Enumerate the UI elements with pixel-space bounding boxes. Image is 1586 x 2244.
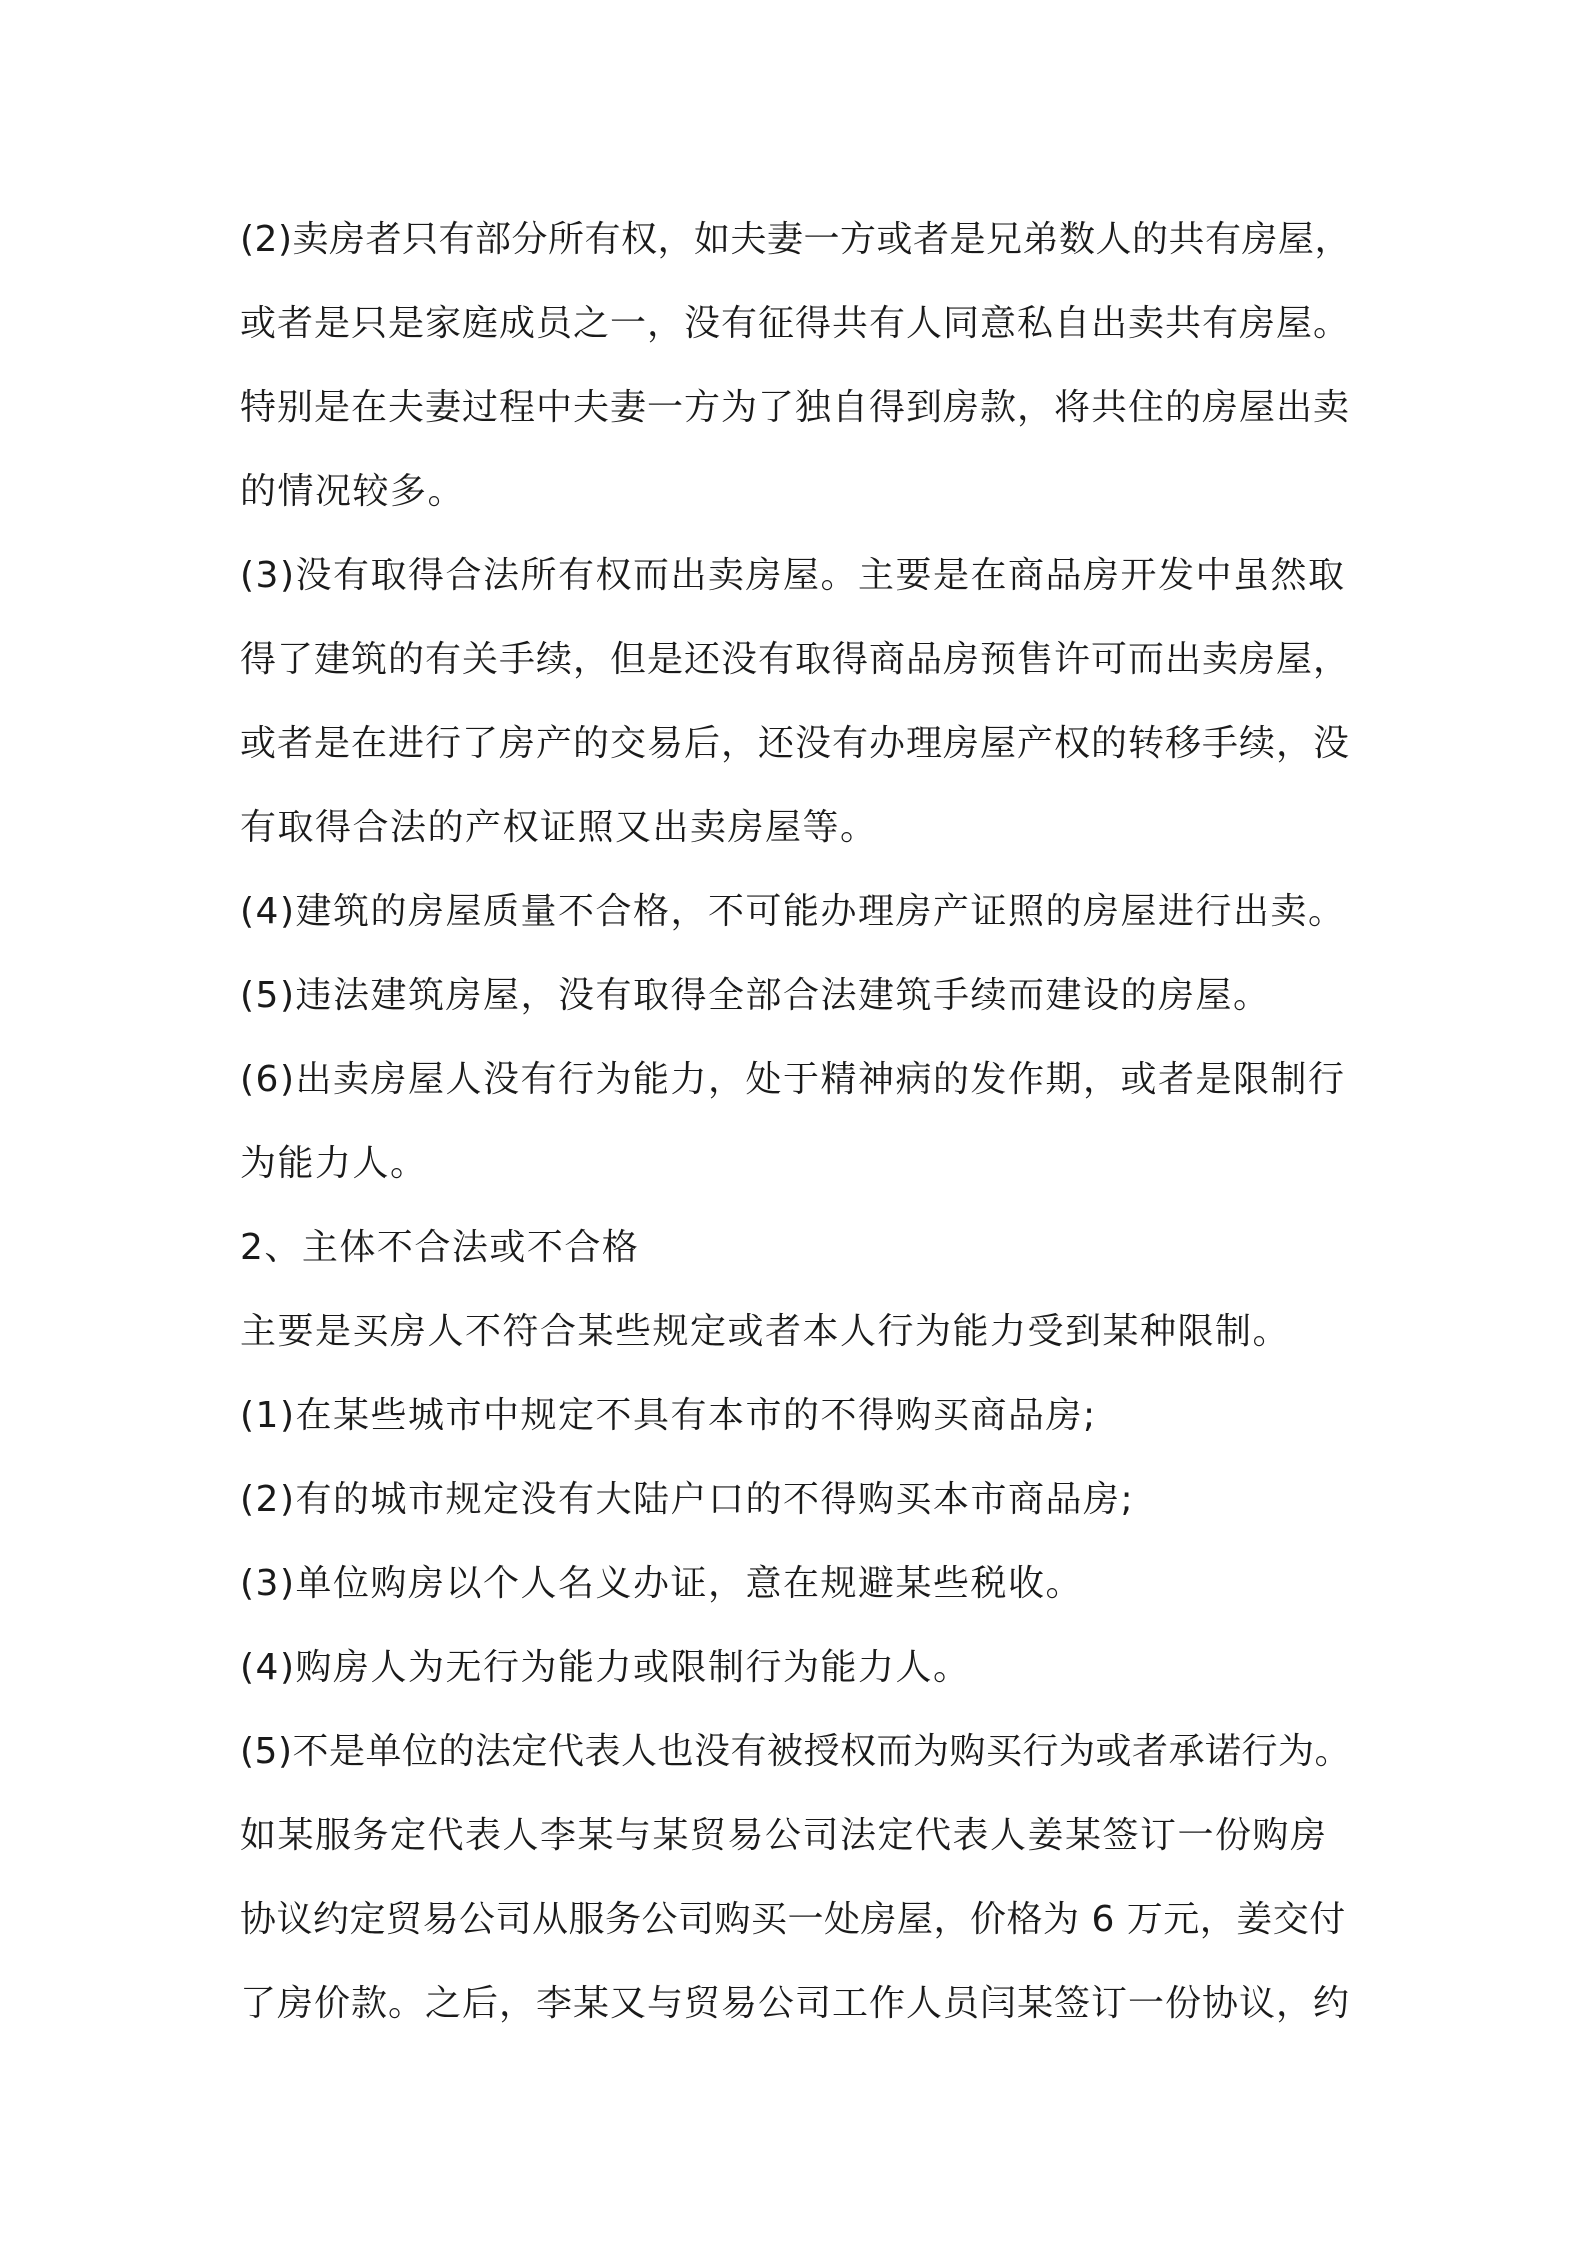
text-line: 或者是只是家庭成员之一，没有征得共有人同意私自出卖共有房屋。 <box>240 303 1351 344</box>
text-line: (6)出卖房屋人没有行为能力，处于精神病的发作期，或者是限制行 <box>240 1059 1346 1100</box>
text-line: 得了建筑的有关手续，但是还没有取得商品房预售许可而出卖房屋， <box>240 639 1351 680</box>
text-line: 主要是买房人不符合某些规定或者本人行为能力受到某种限制。 <box>240 1311 1291 1352</box>
text-line: 为能力人。 <box>240 1143 428 1184</box>
text-line: (4)购房人为无行为能力或限制行为能力人。 <box>240 1647 971 1688</box>
text-line: 协议约定贸易公司从服务公司购买一处房屋，价格为 6 万元，姜交付 <box>240 1899 1346 1940</box>
text-line: 的情况较多。 <box>240 471 466 512</box>
text-line: (5)不是单位的法定代表人也没有被授权而为购买行为或者承诺行为。 <box>240 1731 1351 1772</box>
section-heading: 2、主体不合法或不合格 <box>240 1227 640 1268</box>
text-line: (3)单位购房以个人名义办证，意在规避某些税收。 <box>240 1563 1083 1604</box>
text-line: 特别是在夫妻过程中夫妻一方为了独自得到房款，将共住的房屋出卖 <box>240 387 1351 428</box>
text-line: (3)没有取得合法所有权而出卖房屋。主要是在商品房开发中虽然取 <box>240 555 1346 596</box>
text-line: (2)有的城市规定没有大陆户口的不得购买本市商品房; <box>240 1479 1135 1520</box>
text-line: (1)在某些城市中规定不具有本市的不得购买商品房; <box>240 1395 1097 1436</box>
text-line: 如某服务定代表人李某与某贸易公司法定代表人姜某签订一份购房 <box>240 1815 1328 1856</box>
text-line: (5)违法建筑房屋，没有取得全部合法建筑手续而建设的房屋。 <box>240 975 1271 1016</box>
text-line: 或者是在进行了房产的交易后，还没有办理房屋产权的转移手续，没 <box>240 723 1351 764</box>
document-body <box>240 198 1360 2046</box>
text-line: (4)建筑的房屋质量不合格，不可能办理房产证照的房屋进行出卖。 <box>240 891 1346 932</box>
text-line: 了房价款。之后，李某又与贸易公司工作人员闫某签订一份协议，约 <box>240 1983 1351 2024</box>
text-line: (2)卖房者只有部分所有权，如夫妻一方或者是兄弟数人的共有房屋， <box>240 219 1351 260</box>
text-line: 有取得合法的产权证照又出卖房屋等。 <box>240 807 878 848</box>
